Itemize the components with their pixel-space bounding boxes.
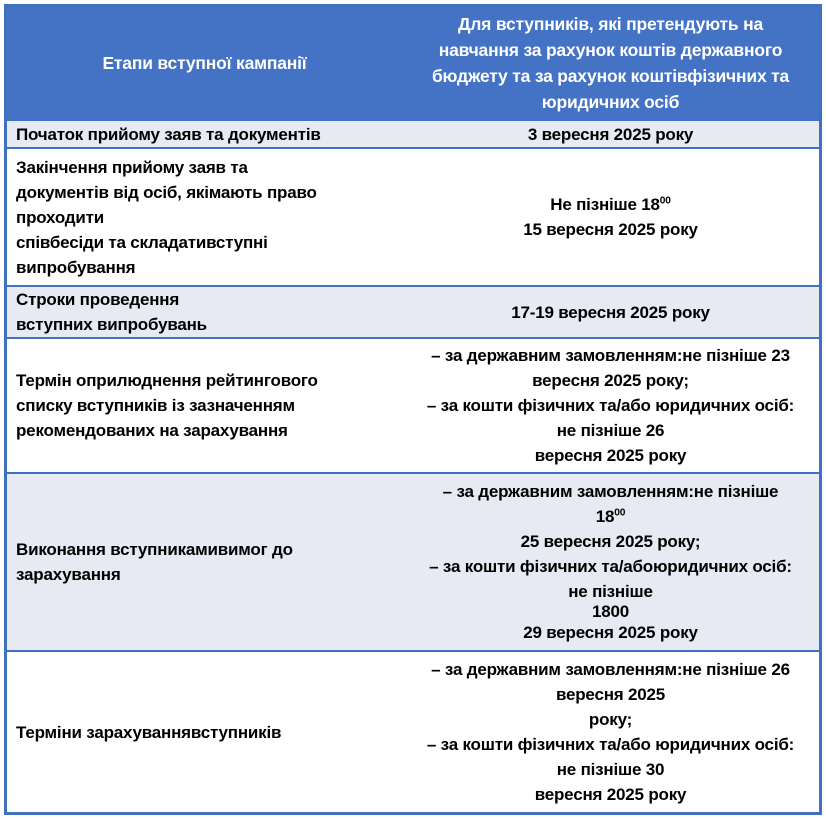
value-line: $18^{00}$ xyxy=(595,507,626,526)
value-cell xyxy=(402,149,819,285)
value-line: – за кошти фізичних та/або юридичних осіб: xyxy=(426,396,795,415)
value-line: вересня 2025 року xyxy=(534,785,687,804)
stage-cell xyxy=(7,149,402,285)
table-body xyxy=(7,119,819,812)
stage-line: списку вступників із зазначенням xyxy=(16,396,295,415)
table-row xyxy=(7,119,819,147)
value-line: – за державним замовленням:не пізніше 26 xyxy=(431,660,790,679)
stage-line: проходити xyxy=(16,207,105,227)
stage-cell xyxy=(7,474,402,650)
value-line: – за державним замовленням:не пізніше xyxy=(442,482,779,501)
value-line: вересня 2025 року; xyxy=(532,371,689,390)
value-cell xyxy=(402,287,819,337)
stage-cell xyxy=(7,339,402,472)
table-row xyxy=(7,285,819,337)
stage-line: Термін оприлюднення рейтингового xyxy=(16,371,318,390)
header-value-cell xyxy=(402,7,819,119)
header-value-line: навчання за рахунок коштів державного xyxy=(438,40,783,60)
table-row xyxy=(7,472,819,650)
stage-line: рекомендованих на зарахування xyxy=(16,421,288,440)
header-stage-cell xyxy=(7,7,402,119)
table-row xyxy=(7,147,819,285)
value-line: не пізніше 30 xyxy=(556,760,665,779)
stage-line: Виконання вступникамивимог до xyxy=(16,540,293,559)
value-line: 25 вересня 2025 року; xyxy=(520,532,701,551)
stage-cell xyxy=(7,121,402,147)
value-line: 15 вересня 2025 року xyxy=(523,220,698,239)
value-line: – за кошти фізичних та/або юридичних осіб: xyxy=(426,735,795,754)
value-line: Не пізніше $18^{00}$ xyxy=(550,195,671,214)
stage-line: Закінчення прийому заяв та xyxy=(16,157,248,177)
value-line: 3 вересня 2025 року xyxy=(527,124,694,144)
value-line: 17-19 вересня 2025 року xyxy=(511,302,710,322)
value-line: – за кошти фізичних та/абоюридичних осіб: xyxy=(429,557,792,576)
stage-line: Терміни зарахуваннявступників xyxy=(16,722,282,742)
table-row xyxy=(7,650,819,812)
value-cell xyxy=(402,652,819,812)
value-line: 1800 xyxy=(591,602,630,621)
stage-line: випробування xyxy=(16,257,136,277)
header-value-line: юридичних осіб xyxy=(541,92,680,112)
stage-cell xyxy=(7,287,402,337)
value-line: не пізніше 26 xyxy=(556,421,665,440)
value-line: вересня 2025 xyxy=(555,685,666,704)
value-line: вересня 2025 року xyxy=(534,446,687,465)
table-row xyxy=(7,337,819,472)
value-cell xyxy=(402,474,819,650)
stage-line: співбесіди та складативступні xyxy=(16,232,268,252)
stage-line: документів від осіб, якімають право xyxy=(16,182,317,202)
value-cell xyxy=(402,121,819,147)
stage-line: зарахування xyxy=(16,565,121,584)
value-line: – за державним замовленням:не пізніше 23 xyxy=(431,346,790,365)
stage-cell xyxy=(7,652,402,812)
value-line: року; xyxy=(588,710,633,729)
header-value-line: бюджету та за рахунок коштівфізичних та xyxy=(431,66,790,86)
value-cell xyxy=(402,339,819,472)
stage-line: Строки проведення xyxy=(16,290,180,309)
value-line: не пізніше xyxy=(568,582,653,601)
stage-line: вступних випробувань xyxy=(16,315,207,334)
admission-schedule-table xyxy=(4,4,822,815)
value-line: 29 вересня 2025 року xyxy=(523,623,698,642)
header-stage-label: Етапи вступної кампанії xyxy=(102,53,307,73)
header-value-line: Для вступників, які претендують на xyxy=(457,14,764,34)
stage-line: Початок прийому заяв та документів xyxy=(16,124,321,144)
header-row xyxy=(7,7,819,119)
